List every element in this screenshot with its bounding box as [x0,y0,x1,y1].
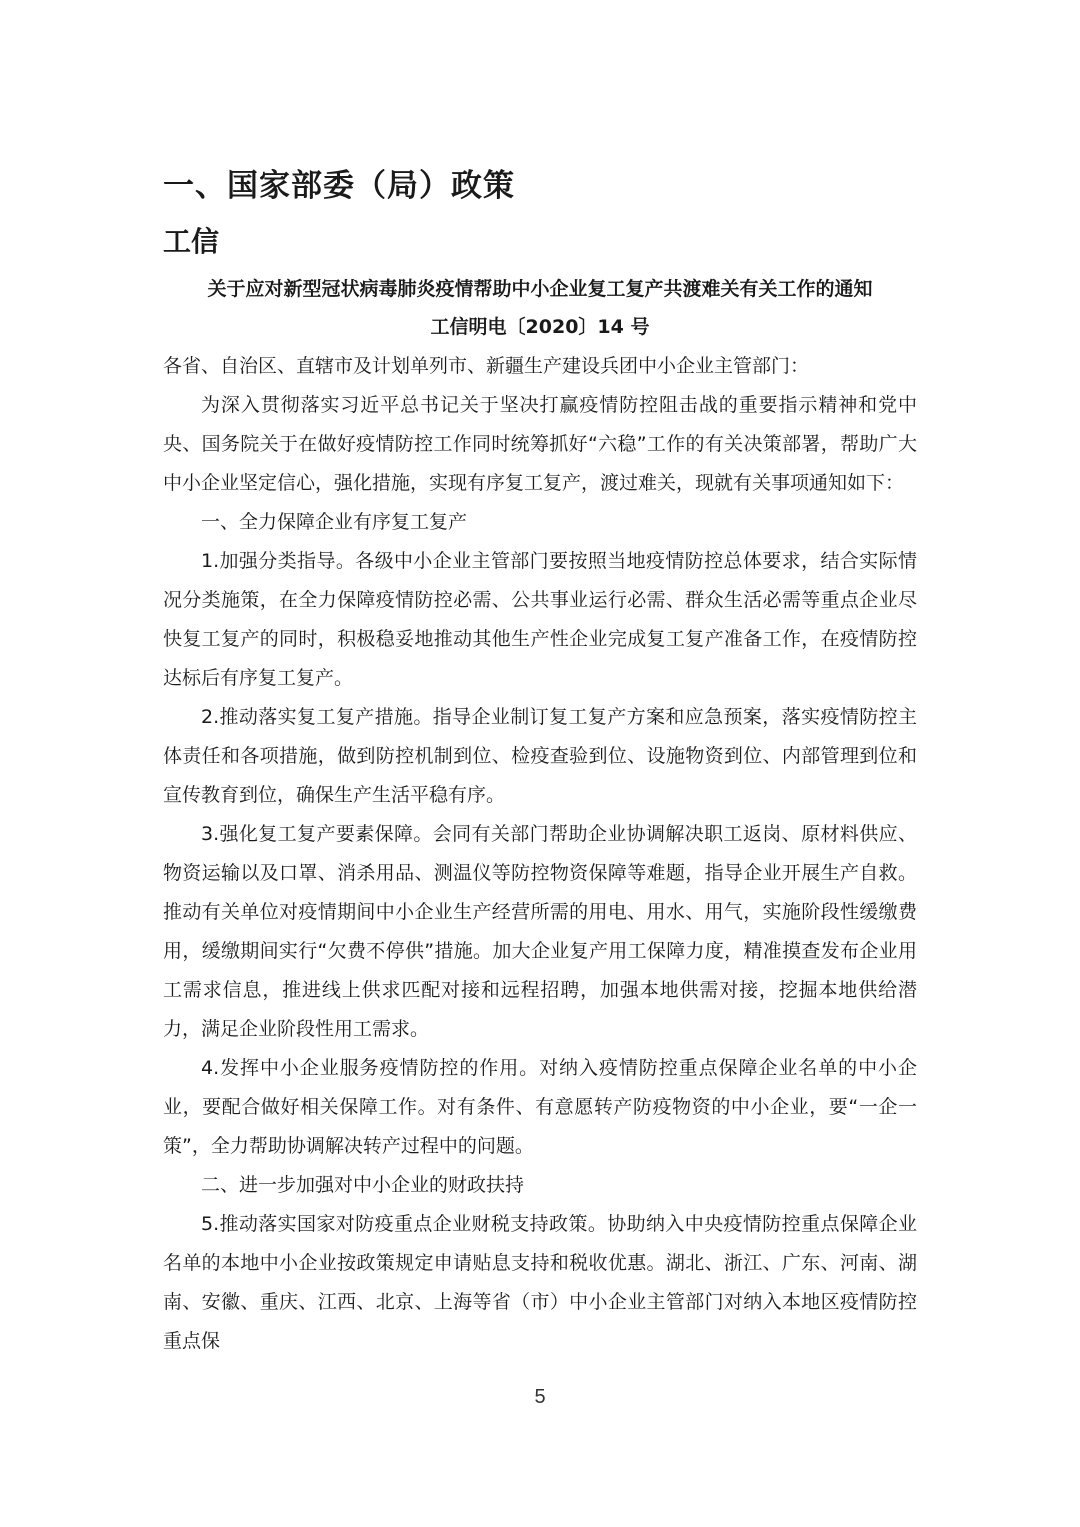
notice-doc-number: 工信明电〔2020〕14 号 [430,316,650,338]
section-heading: 一、国家部委（局）政策 [163,168,515,204]
section-heading-item: 二、进一步加强对中小企业的财政扶持 [201,1174,525,1196]
section-heading-item: 一、全力保障企业有序复工复产 [201,511,468,533]
paragraph: 5.推动落实国家对防疫重点企业财税支持政策。协助纳入中央疫情防控重点保障企业名单的本地中小企业按政策规定申请贴息支持和税收优惠。湖北、浙江、广东、河南、湖南、安徽、重庆、江西、北京、上海等省（市）中小企业主管部门对纳入本地区疫情防控重点保 [163,1213,917,1352]
notice-title: 关于应对新型冠状病毒肺炎疫情帮助中小企业复工复产共渡难关有关工作的通知 [207,278,873,300]
paragraph: 2.推动落实复工复产措施。指导企业制订复工复产方案和应急预案，落实疫情防控主体责任和各项措施，做到防控机制到位、检疫查验到位、设施物资到位、内部管理到位和宣传教育到位，确保生产生活平稳有序。 [163,706,917,806]
paragraph-addressee: 各省、自治区、直辖市及计划单列市、新疆生产建设兵团中小企业主管部门： [163,355,810,377]
paragraph: 3.强化复工复产要素保障。会同有关部门帮助企业协调解决职工返岗、原材料供应、物资运输以及口罩、消杀用品、测温仪等防控物资保障等难题，指导企业开展生产自救。推动有关单位对疫情期间中小企业生产经营所需的用电、用水、用气，实施阶段性缓缴费用，缓缴期间实行“欠费不停供”措施。加大企业复产用工保障力度，精准摸查发布企业用工需求信息，推进线上供求匹配对接和远程招聘，加强本地供需对接，挖掘本地供给潜力，满足企业阶段性用工需求。 [163,823,917,1040]
paragraph: 为深入贯彻落实习近平总书记关于坚决打赢疫情防控阻击战的重要指示精神和党中央、国务院关于在做好疫情防控工作同时统筹抓好“六稳”工作的有关决策部署，帮助广大中小企业坚定信心，强化措施，实现有序复工复产，渡过难关，现就有关事项通知如下： [163,394,917,494]
paragraph: 4.发挥中小企业服务疫情防控的作用。对纳入疫情防控重点保障企业名单的中小企业，要配合做好相关保障工作。对有条件、有意愿转产防疫物资的中小企业，要“一企一策”，全力帮助协调解决转产过程中的问题。 [163,1057,917,1157]
subsection-heading: 工信 [163,225,220,258]
notice-body [163,347,917,1361]
paragraph: 1.加强分类指导。各级中小企业主管部门要按照当地疫情防控总体要求，结合实际情况分类施策，在全力保障疫情防控必需、公共事业运行必需、群众生活必需等重点企业尽快复工复产的同时，积极稳妥地推动其他生产性企业完成复工复产准备工作，在疫情防控达标后有序复工复产。 [163,550,917,689]
page-number: 5 [534,1386,546,1408]
